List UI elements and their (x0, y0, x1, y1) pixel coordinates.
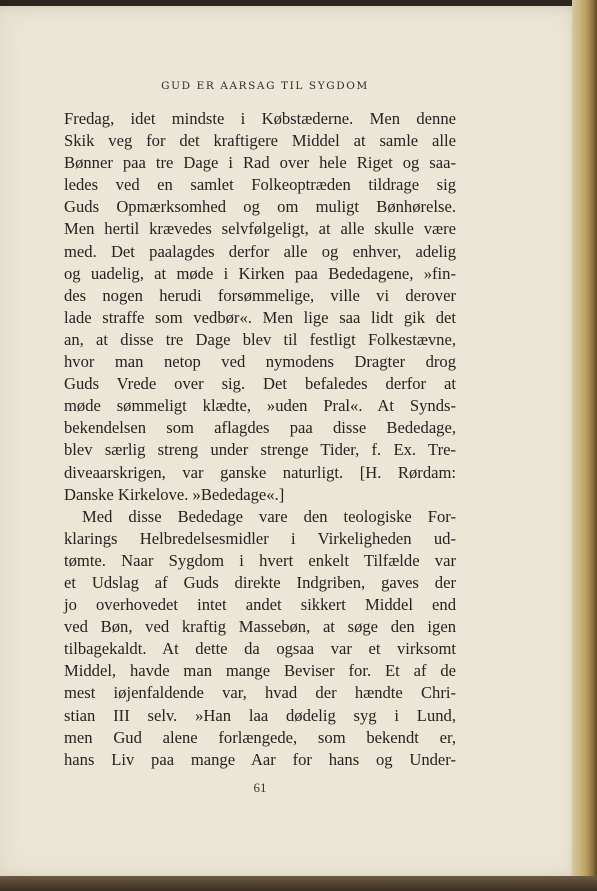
text-line: Bønner paa tre Dage i Rad over hele Riget og saa- (64, 153, 456, 173)
text-line: Skik veg for det kraftigere Middel at samle alle (64, 131, 456, 151)
text-line: tømte. Naar Sygdom i hvert enkelt Tilfælde var (64, 550, 456, 570)
book-page (0, 6, 580, 878)
text-line: Guds Opmærksomhed og om muligt Bønhørelse. (64, 197, 456, 217)
text-line: men Gud alene forlængede, som bekendt er, (64, 727, 456, 747)
text-line: Danske Kirkelove. »Bededage«.] (64, 484, 285, 504)
text-line: diveaarskrigen, var ganske naturligt. [H. Rørdam: (64, 462, 456, 482)
text-line: mest iøjenfaldende var, hvad der hændte Chri- (64, 683, 456, 703)
text-line: hans Liv paa mange Aar for hans og Under- (64, 749, 456, 769)
text-line: med. Det paalagdes derfor alle og enhver, adelig (64, 241, 456, 261)
text-line: hvor man netop ved nymodens Dragter drog (64, 352, 456, 372)
book-bottom-edge (0, 876, 597, 891)
page-number: 61 (253, 780, 267, 795)
text-line: møde sømmeligt klædte, »uden Pral«. At Synds- (64, 396, 456, 416)
text-line: Fredag, idet mindste i Købstæderne. Men denne (64, 109, 456, 128)
text-line: ved Bøn, ved kraftig Massebøn, at søge den igen (64, 617, 456, 637)
running-head: GUD ER AARSAG TIL SYGDOM (161, 80, 369, 92)
text-line: tilbagekaldt. At dette da ogsaa var et virksomt (64, 639, 456, 659)
text-line: et Udslag af Guds direkte Indgriben, gaves der (64, 572, 456, 592)
text-line: lade straffe som vedbør«. Men lige saa lidt gik det (64, 307, 456, 327)
text-line: bekendelsen som aflagdes paa disse Bededage, (64, 418, 456, 438)
text-line: an, at disse tre Dage blev til festligt Folkestævne, (64, 329, 456, 349)
text-line: og uadelig, at møde i Kirken paa Bededagene, »fin- (64, 263, 456, 283)
text-line: ledes ved en samlet Folkeoptræden tildrage sig (64, 175, 456, 195)
text-line: Guds Vrede over sig. Det befaledes derfor at (64, 374, 456, 394)
text-line: stian III selv. »Han laa dødelig syg i Lund, (64, 705, 456, 725)
text-line: Med disse Bededage vare den teologiske For- (82, 506, 456, 526)
text-line: Middel, havde man mange Beviser for. Et af de (64, 661, 456, 681)
book-spine-edge (572, 0, 597, 891)
text-line: Men hertil krævedes selvfølgeligt, at alle skulle være (64, 219, 456, 239)
text-line: klarings Helbredelsesmidler i Virkeligheden ud- (64, 528, 456, 548)
text-line: blev særlig streng under strenge Tider, f. Ex. Tre- (64, 440, 456, 460)
body-text (64, 108, 456, 771)
text-line: des nogen herudi forsømmelige, ville vi derover (64, 285, 456, 305)
text-line: jo overhovedet intet andet sikkert Middel end (64, 595, 456, 615)
